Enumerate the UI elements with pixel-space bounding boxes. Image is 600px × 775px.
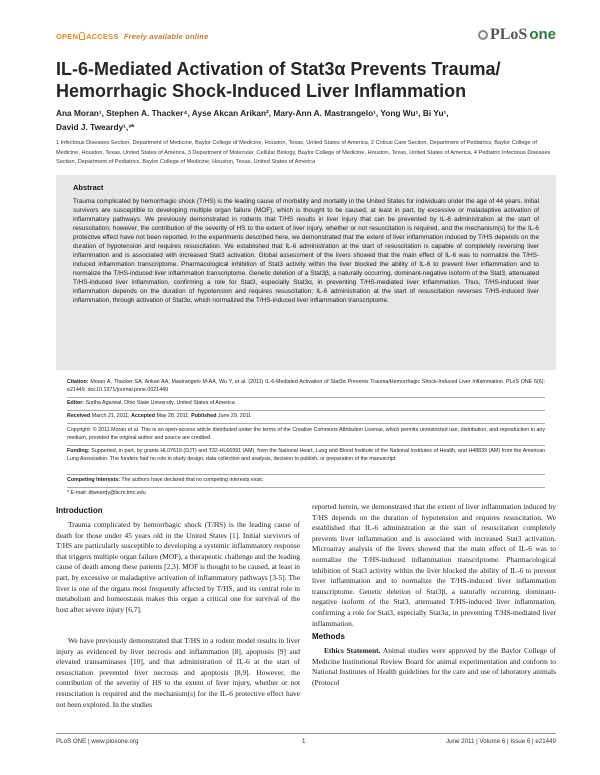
page-number: 1 — [302, 738, 306, 745]
citation-label: Citation: — [67, 379, 89, 385]
ethics-text: Animal studies were approved by the Baylor College of Medicine Institutional Review Board for animal experimentation and conform to National Institutes of Health guidelines for the care and use of laboratory animals (Protocol — [312, 646, 556, 687]
journal-logo — [478, 26, 556, 44]
right-column-paragraph-1: reported herein, we demonstrated that the extent of liver inflammation induced by T/HS depends on the duration of hypotension and requires resuscitation. We established that IL-6 administration at the start of resuscitation completely prevents liver inflammation and is associated with increased Stat3 activation. Microarray analysis of the livers showed that the main effect of IL-6 was to normalize the T/HS-induced inflammation transcriptome. Pharmacological inhibition of Stat3 activity within the liver blocked the ability of IL-6 to prevent liver inflammation and to normalize the T/HS-induced liver inflammation transcriptome. Genetic deletion of Stat3β, a naturally occurring, dominant-negative isoform of the Stat3, attenuated T/HS-induced liver inflammation, confirming a role for Stat3, especially Stat3α, in preventing T/HS-mediated liver inflammation. — [312, 502, 556, 628]
accepted-label: Accepted — [131, 413, 155, 419]
published-date: June 29, 2011 — [217, 413, 252, 419]
author-list — [56, 106, 556, 134]
citation — [67, 378, 545, 394]
access-label: ACCESS — [86, 32, 119, 41]
journal-plos: PLoS — [489, 26, 528, 43]
methods-heading: Methods — [312, 632, 345, 641]
footer-issue: June 2011 | Volume 6 | Issue 6 | e21449 — [446, 738, 556, 745]
introduction-paragraph-1: Trauma complicated by hemorrhagic shock (T/HS) is the leading cause of death for those under 45 years old in the United States [1]. Initial survivors of T/HS are particularly susceptible to developing a systemic inflammatory response that triggers multiple organ failure (MOF), a therapeutic challenge and the leading cause of death among these patients [2,3]. MOF is thought to be caused, at least in part, by excessive or maladaptive activation of inflammatory pathways [3-5]. The liver is one of the organs most frequently affected by T/HS, and its central role in metabolism and homeostasis makes this organ a critical one for survival of the host after severe injury [6,7]. — [56, 520, 300, 614]
introduction-heading: Introduction — [56, 506, 103, 515]
title-line-2: Hemorrhagic Shock-Induced Liver Inflammation — [56, 81, 467, 101]
received-date: March 21, 2011; — [91, 413, 130, 419]
meta-divider — [67, 487, 545, 488]
meta-divider — [67, 445, 545, 446]
introduction-paragraph-2: We have previously demonstrated that T/HS in a rodent model results in liver injury as evidenced by liver necrosis and inflammation [8], apoptosis [9] and elevated transaminases [10], and that administration of IL-6 at the start of resuscitation prevented liver necrosis and apoptosis [8,9]. However, the contribution of the severity of HS to the extent of liver injury, whether or not resuscitation is required and the mechanism(s) for the IL-6 protective effect have not been explored. In the studies — [56, 636, 300, 709]
open-access-badge — [56, 32, 208, 41]
plos-logo-icon — [478, 30, 488, 40]
editor — [67, 399, 545, 407]
funding-label: Funding: — [67, 448, 90, 454]
authors-line-2: David J. Tweardy¹,³* — [56, 122, 135, 132]
copyright: Copyright: © 2011 Moran et al. This is an open-access article distributed under the terms of the Creative Commons Attribution License, which permits unrestricted use, distribution, and reproduction in any medium, provided the original author and source are credited. — [67, 427, 545, 441]
meta-divider — [67, 423, 545, 424]
competing-text: The authors have declared that no competing interests exist. — [121, 477, 264, 483]
meta-divider — [67, 410, 545, 411]
editor-label: Editor: — [67, 400, 85, 406]
footer-journal: PLoS ONE | www.plosone.org — [56, 738, 139, 745]
funding — [67, 447, 545, 463]
open-lock-icon — [79, 32, 85, 40]
competing-label: Competing Interests: — [67, 477, 120, 483]
affiliations: 1 Infectious Diseases Section, Department of Medicine, Baylor College of Medicine, Houston, Texas, United States of America, 2 Critical Care Section, Department of Pediatrics, Baylor College of Medicine, Houston, Texas, United States of America, 3 Department of Molecular, Cellular Biology, Baylor College of Medicine, Houston, Texas, United States of America, 4 Pediatric Infectious Diseases Section, Department of Pediatrics, Baylor College of Medicine, Houston, Texas, United States of America — [56, 140, 551, 165]
accepted-date: May 28, 2011; — [156, 413, 190, 419]
published-label: Published — [191, 413, 217, 419]
freely-available-label: Freely available online — [123, 32, 209, 41]
editor-text: Sudha Agarwal, Ohio State University, United States of America — [85, 400, 235, 406]
ethics-statement — [312, 646, 556, 688]
article-title — [56, 58, 556, 102]
journal-header — [56, 26, 556, 44]
funding-text: Supported, in part, by grants HL07619 (DJT) and T32-HL66991 (AM), from the National Heart, Lung and Blood Institute of the National Institutes of Health, and H48839 (AM) from the American Lung Association. The funders had no role in study design, data collection and analysis, decision to publish, or preparation of the manuscript. — [67, 448, 545, 462]
open-label: OPEN — [56, 32, 79, 41]
abstract-heading: Abstract — [73, 183, 104, 192]
title-line-1: IL-6-Mediated Activation of Stat3α Prevents Trauma/ — [56, 59, 501, 79]
dates — [67, 412, 545, 420]
footer-rule — [56, 733, 556, 734]
journal-one: one — [529, 26, 556, 43]
abstract-text: Trauma complicated by hemorrhagic shock (T/HS) is the leading cause of morbidity and mortality in the United States for individuals under the age of 44 years. Initial survivors are susceptible to developing multiple organ failure (MOF), which is thought to be caused, at least in part, by excessive or maladaptive activation of inflammatory pathways. We previously demonstrated in rodents that T/HS results in liver injury that can be prevented by IL-6 administration at the start of resuscitation; however, the contribution of the severity of HS to the extent of liver injury, whether or not resuscitation is required, and the mechanism(s) for the IL-6 protective effect have not been reported. In the experiments described here, we demonstrated that the extent of liver inflammation induced by T/HS depends on the duration of hypotension and requires resuscitation. We established that IL-6 administration at the start of resuscitation is capable of completely reversing liver inflammation and is associated with increased Stat3 activation. Global assessment of the livers showed that the main effect of IL-6 was to normalize the T/HS-induced inflammation transcriptome. Pharmacological inhibition of Stat3 activity within the liver blocked the ability of IL-6 to prevent liver inflammation and to normalize the T/HS-induced liver inflammation transcriptome. Genetic deletion of a Stat3β, a naturally occurring, dominant-negative isoform of the Stat3, attenuated T/HS-induced liver inflammation, confirming a role for Stat3, especially Stat3α, in preventing T/HS-mediated liver inflammation. Thus, T/HS-induced liver inflammation depends on the duration of hypotension and requires resuscitation; IL-6 administration at the start of resuscitation reverses T/HS-induced liver inflammation, through activation of Stat3α, which normalized the T/HS-induced liver inflammation transcriptome. — [73, 198, 539, 304]
corresponding-email: * E-mail: dtweardy@bcm.tmc.edu — [67, 490, 146, 496]
citation-text: Moran A, Thacker SA, Arikan AA, Mastrangelo M-AA, Wu Y, et al. (2011) IL-6-Mediated Activation of Stat3α Prevents Trauma/Hemorrhagic Shock-Induced Liver Inflammation. PLoS ONE 6(6): e21449. doi:10.1371/journal.pone.0021449 — [67, 379, 545, 393]
meta-divider — [67, 474, 545, 475]
competing-interests — [67, 476, 545, 484]
ethics-label: Ethics Statement. — [324, 646, 381, 655]
page-footer — [56, 738, 556, 745]
authors-line-1: Ana Moran¹, Stephen A. Thacker⁴, Ayse Akcan Arikan², Mary-Ann A. Mastrangelo¹, Yong Wu¹, Bi Yu¹, — [56, 108, 449, 118]
received-label: Received — [67, 413, 91, 419]
meta-divider — [67, 397, 545, 398]
